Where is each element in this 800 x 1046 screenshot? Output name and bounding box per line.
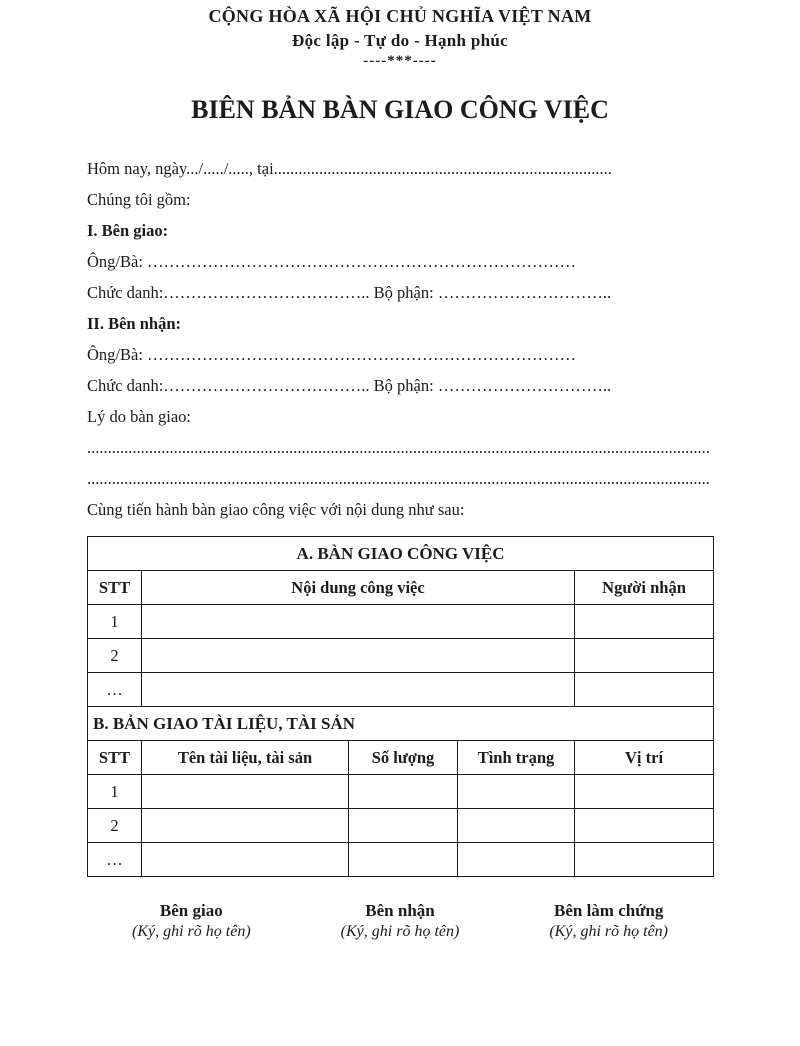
section-b-col-condition: Tình trạng xyxy=(458,741,575,775)
side-a-heading: I. Bên giao: xyxy=(87,221,169,240)
national-motto: Độc lập - Tự do - Hạnh phúc xyxy=(292,31,508,50)
national-header xyxy=(87,6,713,70)
cell-name-empty xyxy=(142,775,349,809)
date-location-line: Hôm nay, ngày.../...../....., tại.................................................................................. xyxy=(87,159,612,178)
row-number: … xyxy=(88,673,142,707)
cell-receiver-empty xyxy=(575,673,714,707)
reason-label: Lý do bàn giao: xyxy=(87,407,192,426)
signature-section xyxy=(87,901,713,941)
table-row xyxy=(88,843,714,877)
cell-location-empty xyxy=(575,809,714,843)
row-number: 1 xyxy=(88,775,142,809)
intro-section xyxy=(87,153,713,525)
closing-line: Cùng tiến hành bàn giao công việc với nội dung như sau: xyxy=(87,500,465,519)
table-row xyxy=(88,809,714,843)
signature-receiver xyxy=(296,901,505,941)
side-b-name-line: Ông/Bà: …………………………………………………………………… xyxy=(87,345,577,364)
reason-fill-line-1: ....................................................................................................................................................... xyxy=(87,438,710,457)
section-a-col-content: Nội dung công việc xyxy=(142,571,575,605)
table-row xyxy=(88,775,714,809)
signature-witness-note: (Ký, ghi rõ họ tên) xyxy=(549,923,668,940)
handover-table xyxy=(87,536,714,877)
table-row xyxy=(88,605,714,639)
document-title: BIÊN BẢN BÀN GIAO CÔNG VIỆC xyxy=(191,95,609,124)
cell-quantity-empty xyxy=(349,843,458,877)
reason-fill-line-2: ....................................................................................................................................................... xyxy=(87,469,710,488)
section-a-col-receiver: Người nhận xyxy=(575,571,714,605)
side-a-role-line: Chức danh:……………………………….. Bộ phận: ………………………….. xyxy=(87,283,612,302)
section-b-title: B. BẢN GIAO TÀI LIỆU, TÀI SẢN xyxy=(88,707,714,741)
section-b-col-stt: STT xyxy=(88,741,142,775)
section-a-title: A. BÀN GIAO CÔNG VIỆC xyxy=(88,537,714,571)
row-number: … xyxy=(88,843,142,877)
signature-giver-note: (Ký, ghi rõ họ tên) xyxy=(132,923,251,940)
signature-giver xyxy=(87,901,296,941)
cell-receiver-empty xyxy=(575,605,714,639)
cell-content-empty xyxy=(142,673,575,707)
cell-receiver-empty xyxy=(575,639,714,673)
cell-quantity-empty xyxy=(349,775,458,809)
section-b-col-quantity: Số lượng xyxy=(349,741,458,775)
side-b-role-line: Chức danh:……………………………….. Bộ phận: ………………………….. xyxy=(87,376,612,395)
signature-giver-title: Bên giao xyxy=(159,901,223,920)
national-title: CỘNG HÒA XÃ HỘI CHỦ NGHĨA VIỆT NAM xyxy=(208,6,592,26)
section-b-col-location: Vị trí xyxy=(575,741,714,775)
cell-condition-empty xyxy=(458,809,575,843)
side-b-heading: II. Bên nhận: xyxy=(87,314,181,333)
side-a-name-line: Ông/Bà: …………………………………………………………………… xyxy=(87,252,577,271)
signature-receiver-note: (Ký, ghi rõ họ tên) xyxy=(340,923,460,940)
cell-location-empty xyxy=(575,843,714,877)
we-include-line: Chúng tôi gồm: xyxy=(87,190,191,209)
cell-condition-empty xyxy=(458,775,575,809)
section-b-col-name: Tên tài liệu, tài sản xyxy=(142,741,349,775)
cell-content-empty xyxy=(142,605,575,639)
row-number: 2 xyxy=(88,809,142,843)
cell-name-empty xyxy=(142,809,349,843)
section-a-col-stt: STT xyxy=(88,571,142,605)
signature-receiver-title: Bên nhận xyxy=(365,901,435,920)
cell-quantity-empty xyxy=(349,809,458,843)
table-row xyxy=(88,639,714,673)
row-number: 2 xyxy=(88,639,142,673)
row-number: 1 xyxy=(88,605,142,639)
cell-name-empty xyxy=(142,843,349,877)
table-row xyxy=(88,673,714,707)
signature-witness-title: Bên làm chứng xyxy=(553,901,664,920)
cell-condition-empty xyxy=(458,843,575,877)
signature-witness xyxy=(504,901,713,941)
cell-location-empty xyxy=(575,775,714,809)
cell-content-empty xyxy=(142,639,575,673)
header-separator: ----***---- xyxy=(363,53,437,69)
